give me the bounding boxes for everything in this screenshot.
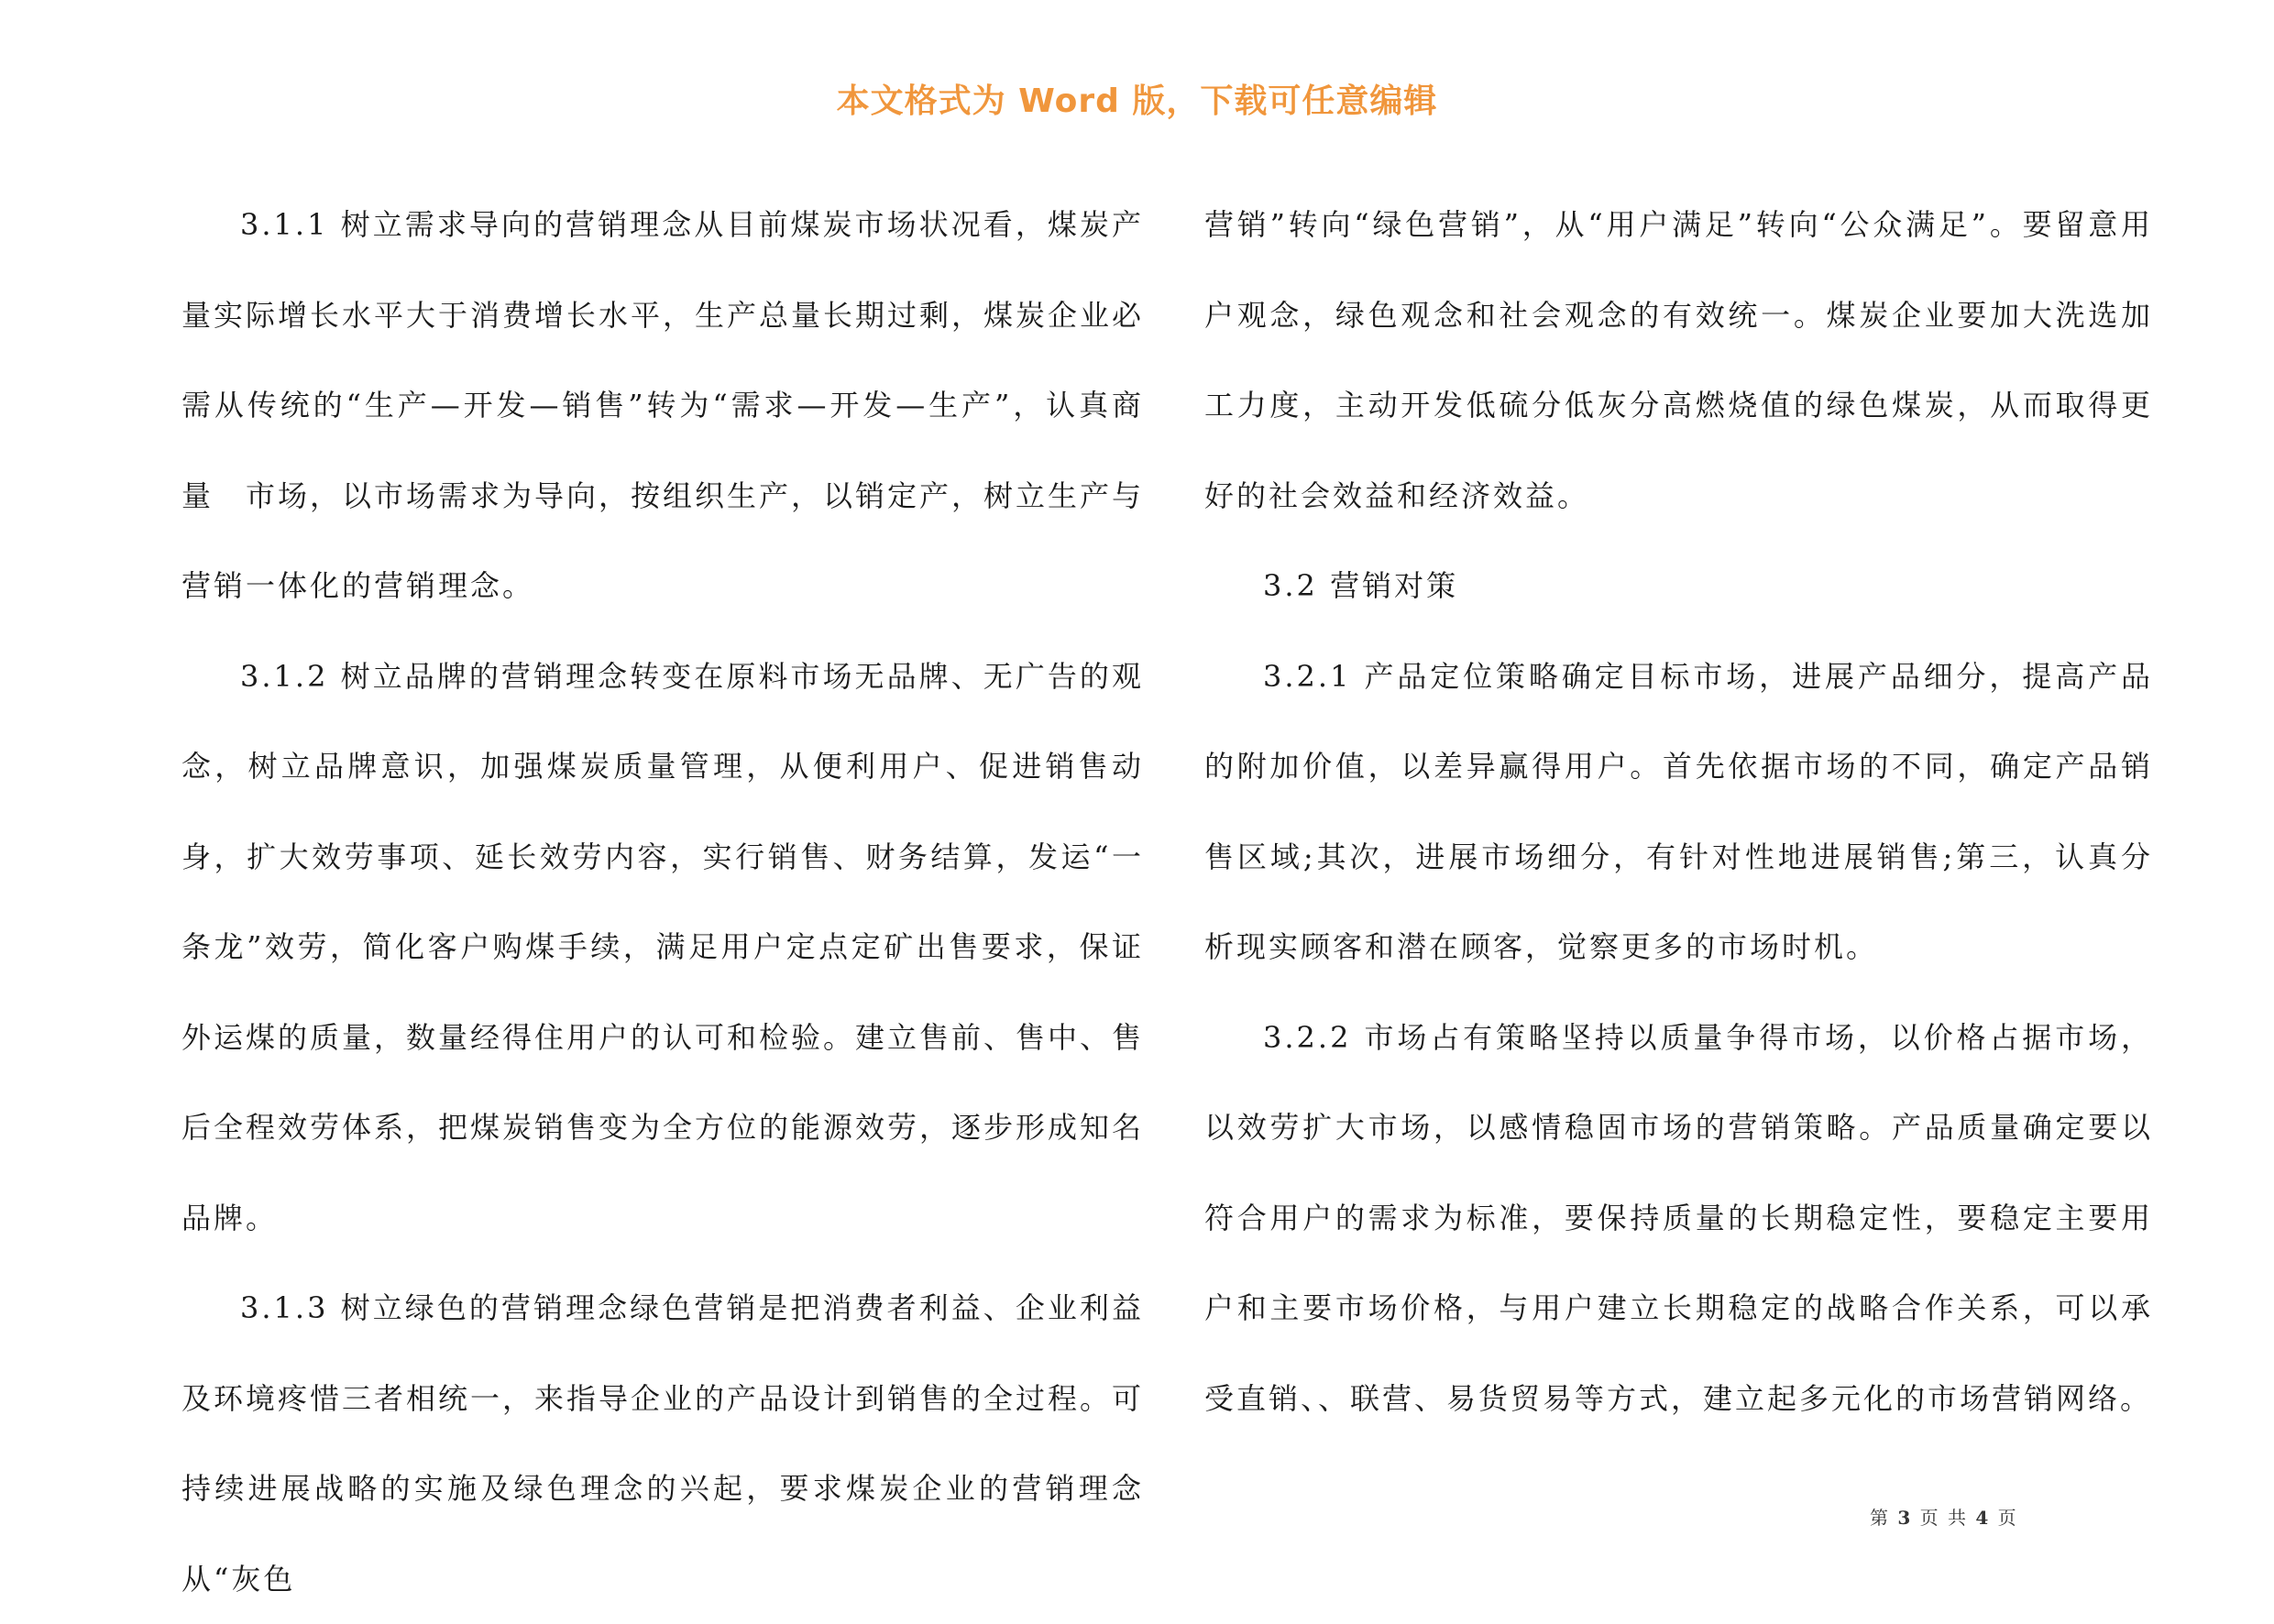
- paragraph-3-2-1: 3.2.1 产品定位策略确定目标市场，进展产品细分，提高产品的附加价值，以差异赢得用户。首先依据市场的不同，确定产品销售区域;其次，进展市场细分，有针对性地进展销售;第三，认真分析现实顾客和潜在顾客，觉察更多的市场时机。: [1204, 658, 2153, 964]
- current-page-number: 3: [1897, 1507, 1913, 1529]
- paragraph-3-1-3: 3.1.3 树立绿色的营销理念绿色营销是把消费者利益、企业利益及环境疼惜三者相统一，来指导企业的产品设计到销售的全过程。可持续进展战略的实施及绿色理念的兴起，要求煤炭企业的营销理念从“灰色: [181, 1290, 1145, 1597]
- page-number-footer: [1870, 1503, 2018, 1530]
- footer-middle: 页 共: [1919, 1507, 1968, 1529]
- paragraph-3-1-3-continued: 营销”转向“绿色营销”，从“用户满足”转向“公众满足”。要留意用户观念，绿色观念和社会观念的有效统一。煤炭企业要加大洗选加工力度，主动开发低硫分低灰分高燃烧值的绿色煤炭，从而取得更好的社会效益和经济效益。: [1204, 207, 2153, 513]
- right-text-column: [1204, 180, 2153, 1443]
- paragraph-3-1-1: 3.1.1 树立需求导向的营销理念从目前煤炭市场状况看，煤炭产量实际增长水平大于消费增长水平，生产总量长期过剩，煤炭企业必需从传统的“生产—开发—销售”转为“需求—开发—生产”，认真商量 市场，以市场需求为导向，按组织生产，以销定产，树立生产与营销一体化的营销理念。: [181, 207, 1145, 603]
- section-heading-3-2: 3.2 营销对策: [1263, 568, 1459, 603]
- footer-prefix: 第: [1870, 1507, 1890, 1529]
- total-page-number: 4: [1975, 1507, 1991, 1529]
- paragraph-3-1-2: 3.1.2 树立品牌的营销理念转变在原料市场无品牌、无广告的观念，树立品牌意识，加强煤炭质量管理，从便利用户、促进销售动身，扩大效劳事项、延长效劳内容，实行销售、财务结算，发运“一条龙”效劳，简化客户购煤手续，满足用户定点定矿出售要求，保证外运煤的质量，数量经得住用户的认可和检验。建立售前、售中、售后全程效劳体系，把煤炭销售变为全方位的能源效劳，逐步形成知名品牌。: [181, 658, 1145, 1235]
- word-format-banner: 本文格式为 Word 版，下载可任意编辑: [836, 82, 1438, 120]
- paragraph-3-2-2: 3.2.2 市场占有策略坚持以质量争得市场，以价格占据市场，以效劳扩大市场，以感情稳固市场的营销策略。产品质量确定要以符合用户的需求为标准，要保持质量的长期稳定性，要稳定主要用户和主要市场价格，与用户建立长期稳定的战略合作关系，可以承受直销、、联营、易货贸易等方式，建立起多元化的市场营销网络。: [1204, 1019, 2153, 1416]
- left-text-column: [181, 180, 1144, 1624]
- footer-suffix: 页: [1997, 1507, 2018, 1529]
